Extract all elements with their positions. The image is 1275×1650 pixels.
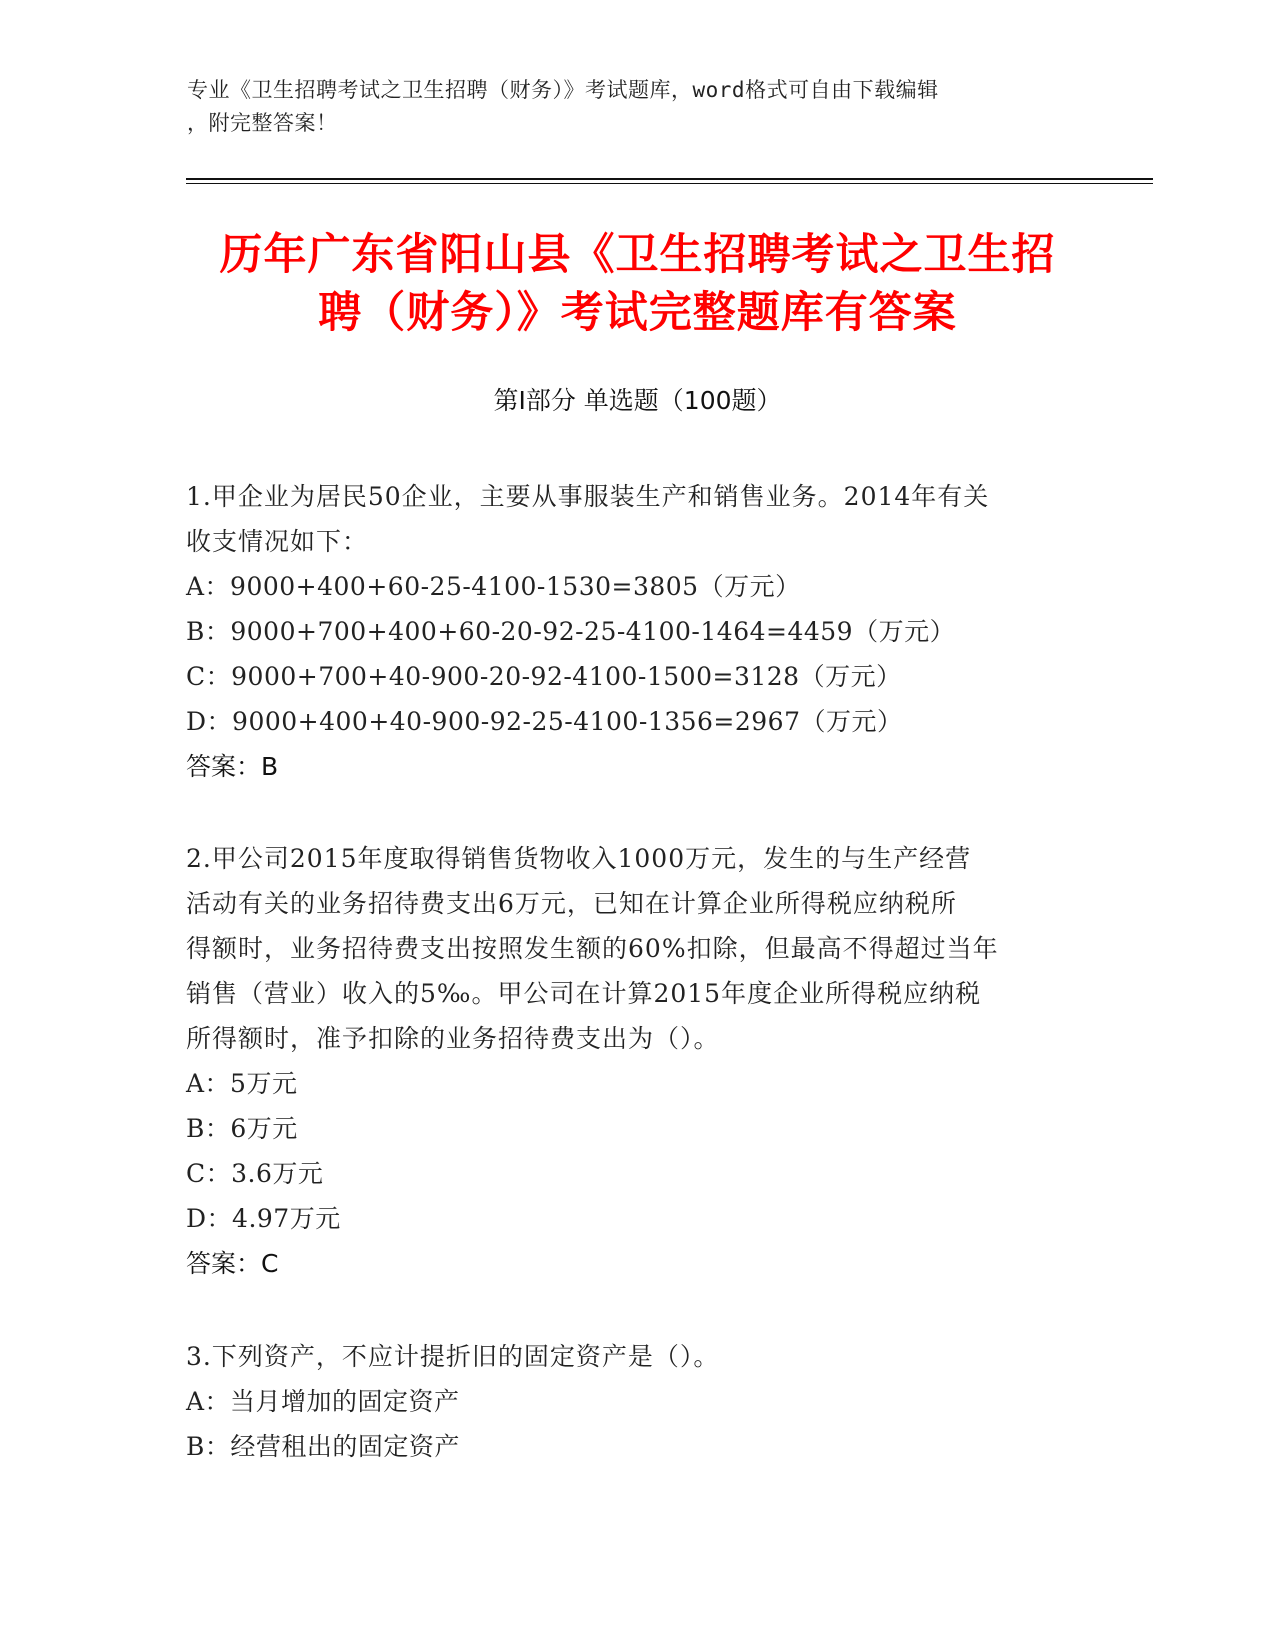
- question-stem-line: 收支情况如下：: [186, 527, 369, 556]
- header-note-line-2: ，附完整答案！: [187, 111, 338, 135]
- header-divider-thin: [186, 183, 1153, 184]
- section-heading: 第Ⅰ部分 单选题（100题）: [493, 386, 782, 415]
- option-c: C：9000+700+40-900-20-92-4100-1500=3128（万元）: [186, 662, 902, 691]
- question-stem-line: 所得额时，准予扣除的业务招待费支出为（）。: [186, 1024, 720, 1053]
- question-stem-line: 1.甲企业为居民50企业，主要从事服装生产和销售业务。2014年有关: [186, 482, 990, 511]
- question-2: [186, 836, 1086, 1286]
- option-b: B：6万元: [186, 1114, 298, 1143]
- option-d: D：9000+400+40-900-92-25-4100-1356=2967（万元）: [186, 707, 903, 736]
- question-stem-line: 3.下列资产，不应计提折旧的固定资产是（）。: [186, 1342, 720, 1371]
- question-stem-line: 得额时，业务招待费支出按照发生额的60%扣除，但最高不得超过当年: [186, 934, 999, 963]
- document-title-line-2: 聘（财务）》考试完整题库有答案: [318, 288, 957, 338]
- document-title-line-1: 历年广东省阳山县《卫生招聘考试之卫生招: [219, 230, 1056, 280]
- option-d: D：4.97万元: [186, 1204, 341, 1233]
- header-divider-thick: [186, 178, 1153, 180]
- answer-line: 答案：B: [186, 752, 279, 781]
- question-stem-line: 2.甲公司2015年度取得销售货物收入1000万元，发生的与生产经营: [186, 844, 972, 873]
- question-3: [186, 1334, 1086, 1469]
- header-note-line-1: 专业《卫生招聘考试之卫生招聘（财务）》考试题库，word格式可自由下载编辑: [187, 78, 939, 102]
- option-a: A：5万元: [186, 1069, 298, 1098]
- document-title: [170, 226, 1105, 342]
- option-b: B：9000+700+400+60-20-92-25-4100-1464=4459（万元）: [186, 617, 956, 646]
- option-a: A：当月增加的固定资产: [186, 1387, 460, 1416]
- question-stem-line: 活动有关的业务招待费支出6万元，已知在计算企业所得税应纳税所: [186, 889, 957, 918]
- question-stem: [186, 836, 1086, 1061]
- question-stem-line: 销售（营业）收入的5‰。甲公司在计算2015年度企业所得税应纳税: [186, 979, 982, 1008]
- option-c: C：3.6万元: [186, 1159, 324, 1188]
- header-note: [187, 74, 1087, 140]
- question-1: [186, 474, 1086, 789]
- question-stem: [186, 474, 1086, 564]
- option-b: B：经营租出的固定资产: [186, 1432, 460, 1461]
- question-stem: [186, 1334, 1086, 1379]
- option-a: A：9000+400+60-25-4100-1530=3805（万元）: [186, 572, 801, 601]
- answer-line: 答案：C: [186, 1249, 279, 1278]
